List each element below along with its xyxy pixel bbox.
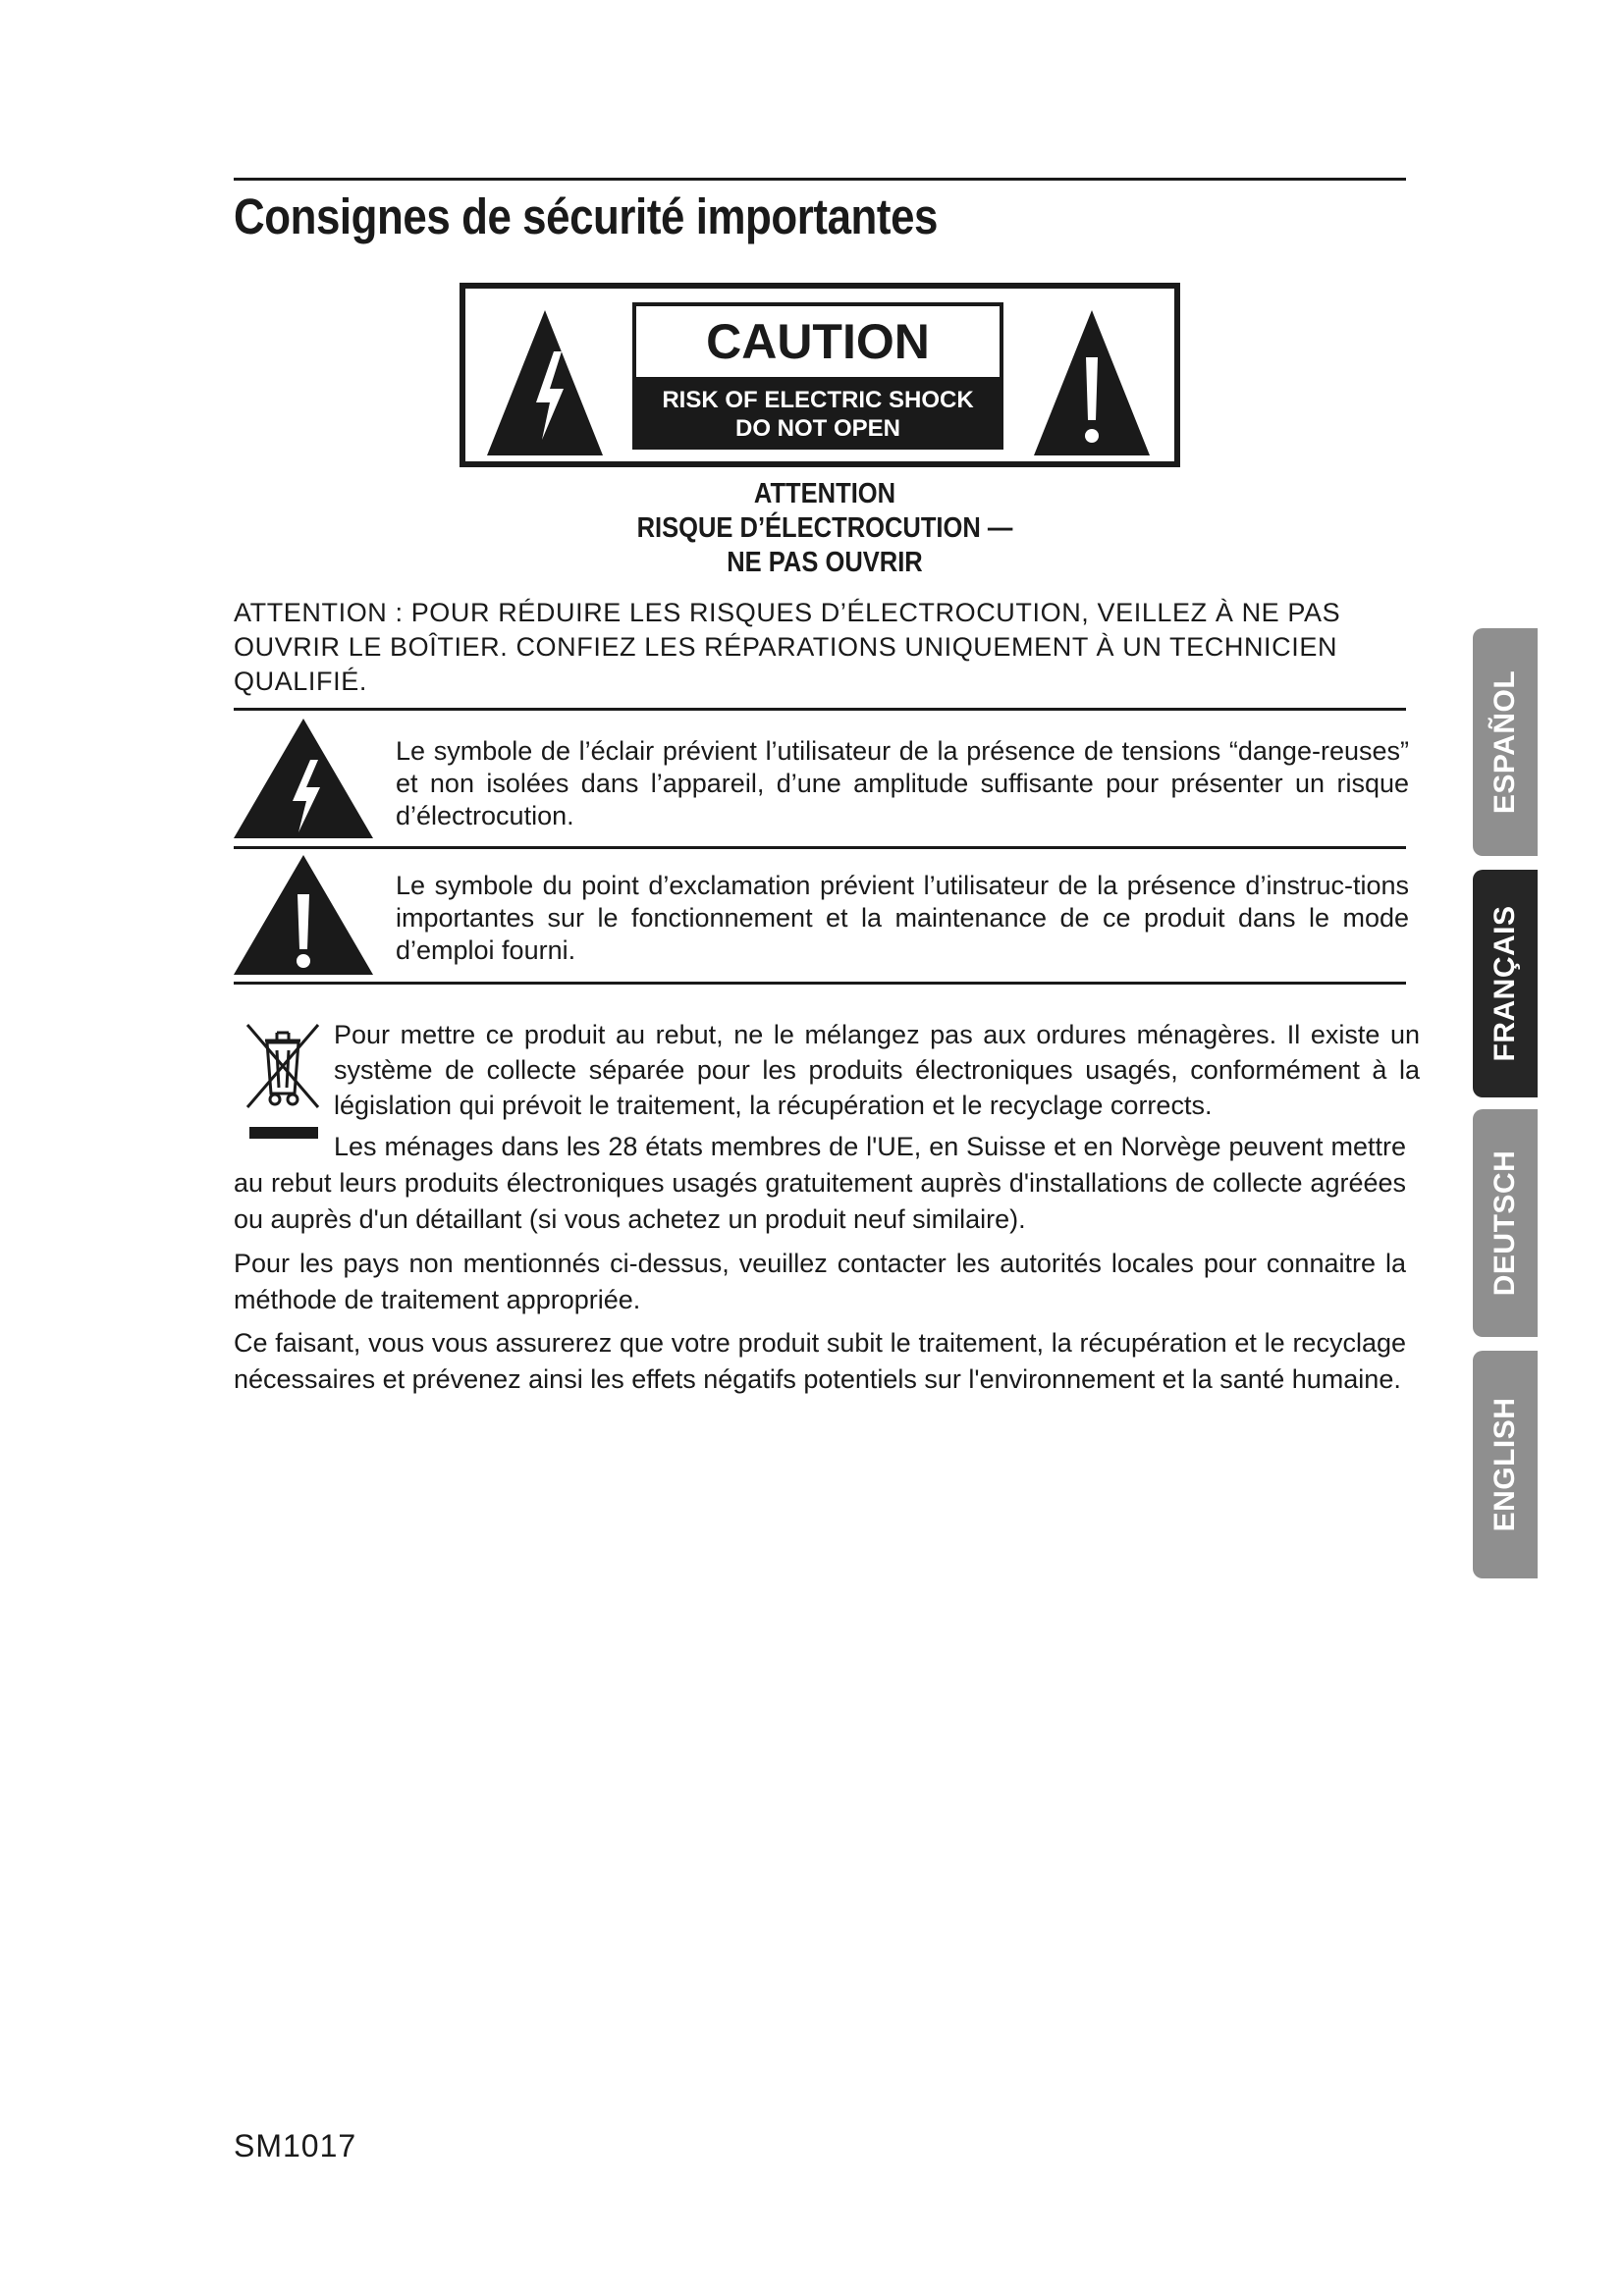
tab-label: ENGLISH bbox=[1489, 1397, 1521, 1532]
tab-espanol[interactable] bbox=[1473, 628, 1538, 856]
caution-heading: CAUTION bbox=[706, 314, 930, 369]
disposal-paragraph-2: Les ménages dans les 28 états membres de l'UE, en Suisse et en Norvège peuvent mettre au rebut leurs produits électroniques usagés gratuitement auprès d'installations de collecte agréées ou auprès d'un détaillant (si vous achetez un produit neuf similaire). bbox=[234, 1132, 1406, 1234]
attention-heading-line-2: RISQUE D’ÉLECTROCUTION — bbox=[636, 512, 1013, 544]
disposal-paragraph-4: Ce faisant, vous vous assurerez que votre produit subit le traitement, la récupération et le recyclage nécessaires et prévenez ainsi les effets négatifs potentiels sur l'environnement et la santé humaine. bbox=[234, 1328, 1406, 1394]
attention-heading-line-3: NE PAS OUVRIR bbox=[727, 547, 923, 578]
tab-francais[interactable] bbox=[1473, 870, 1538, 1097]
warning-text: ATTENTION : POUR RÉDUIRE LES RISQUES D’ÉLECTROCUTION, VEILLEZ À NE PAS OUVRIR LE BOÎTIER. CONFIEZ LES RÉPARATIONS UNIQUEMENT À UN TECHNICIEN QUALIFIÉ. bbox=[234, 598, 1341, 696]
tab-label: ESPAÑOL bbox=[1489, 669, 1521, 815]
section-rule bbox=[234, 846, 1406, 849]
lightning-warning-icon bbox=[232, 717, 375, 840]
tab-label: FRANÇAIS bbox=[1489, 905, 1521, 1062]
exclamation-warning-icon bbox=[232, 853, 375, 977]
attention-heading-line-1: ATTENTION bbox=[753, 478, 896, 509]
disposal-paragraph-1: Pour mettre ce produit au rebut, ne le mélangez pas aux ordures ménagères. Il existe un système de collecte séparée pour les produits électroniques usagés, conformément à la législation qui prévoit le traitement, la récupération et le recyclage corrects. bbox=[334, 1020, 1420, 1120]
crossed-bin-icon bbox=[242, 1019, 324, 1113]
section-rule bbox=[234, 708, 1406, 711]
disposal-paragraph-3: Pour les pays non mentionnés ci-dessus, veuillez contacter les autorités locales pour connaitre la méthode de traitement appropriée. bbox=[234, 1249, 1406, 1314]
caution-line-1: RISK OF ELECTRIC SHOCK bbox=[662, 387, 974, 413]
caution-line-2: DO NOT OPEN bbox=[734, 415, 901, 442]
tab-label: DEUTSCH bbox=[1489, 1149, 1521, 1297]
tab-english[interactable] bbox=[1473, 1351, 1538, 1578]
lightning-symbol-text: Le symbole de l’éclair prévient l’utilisateur de la présence de tensions “dange-reuses” et non isolées dans l’appareil, d’une amplitude suffisante pour présenter un risque d’électrocution. bbox=[396, 736, 1409, 830]
tab-deutsch[interactable] bbox=[1473, 1109, 1538, 1337]
section-rule bbox=[234, 982, 1406, 985]
exclamation-symbol-text: Le symbole du point d’exclamation prévient l’utilisateur de la présence d’instruc-tions importantes sur le fonctionnement et la maintenance de ce produit dans le mode d’emploi fourni. bbox=[396, 871, 1409, 965]
page-title: Consignes de sécurité importantes bbox=[234, 188, 938, 244]
header-rule bbox=[234, 178, 1406, 181]
caution-label bbox=[460, 283, 1180, 467]
footer-model: SM1017 bbox=[234, 2128, 357, 2163]
